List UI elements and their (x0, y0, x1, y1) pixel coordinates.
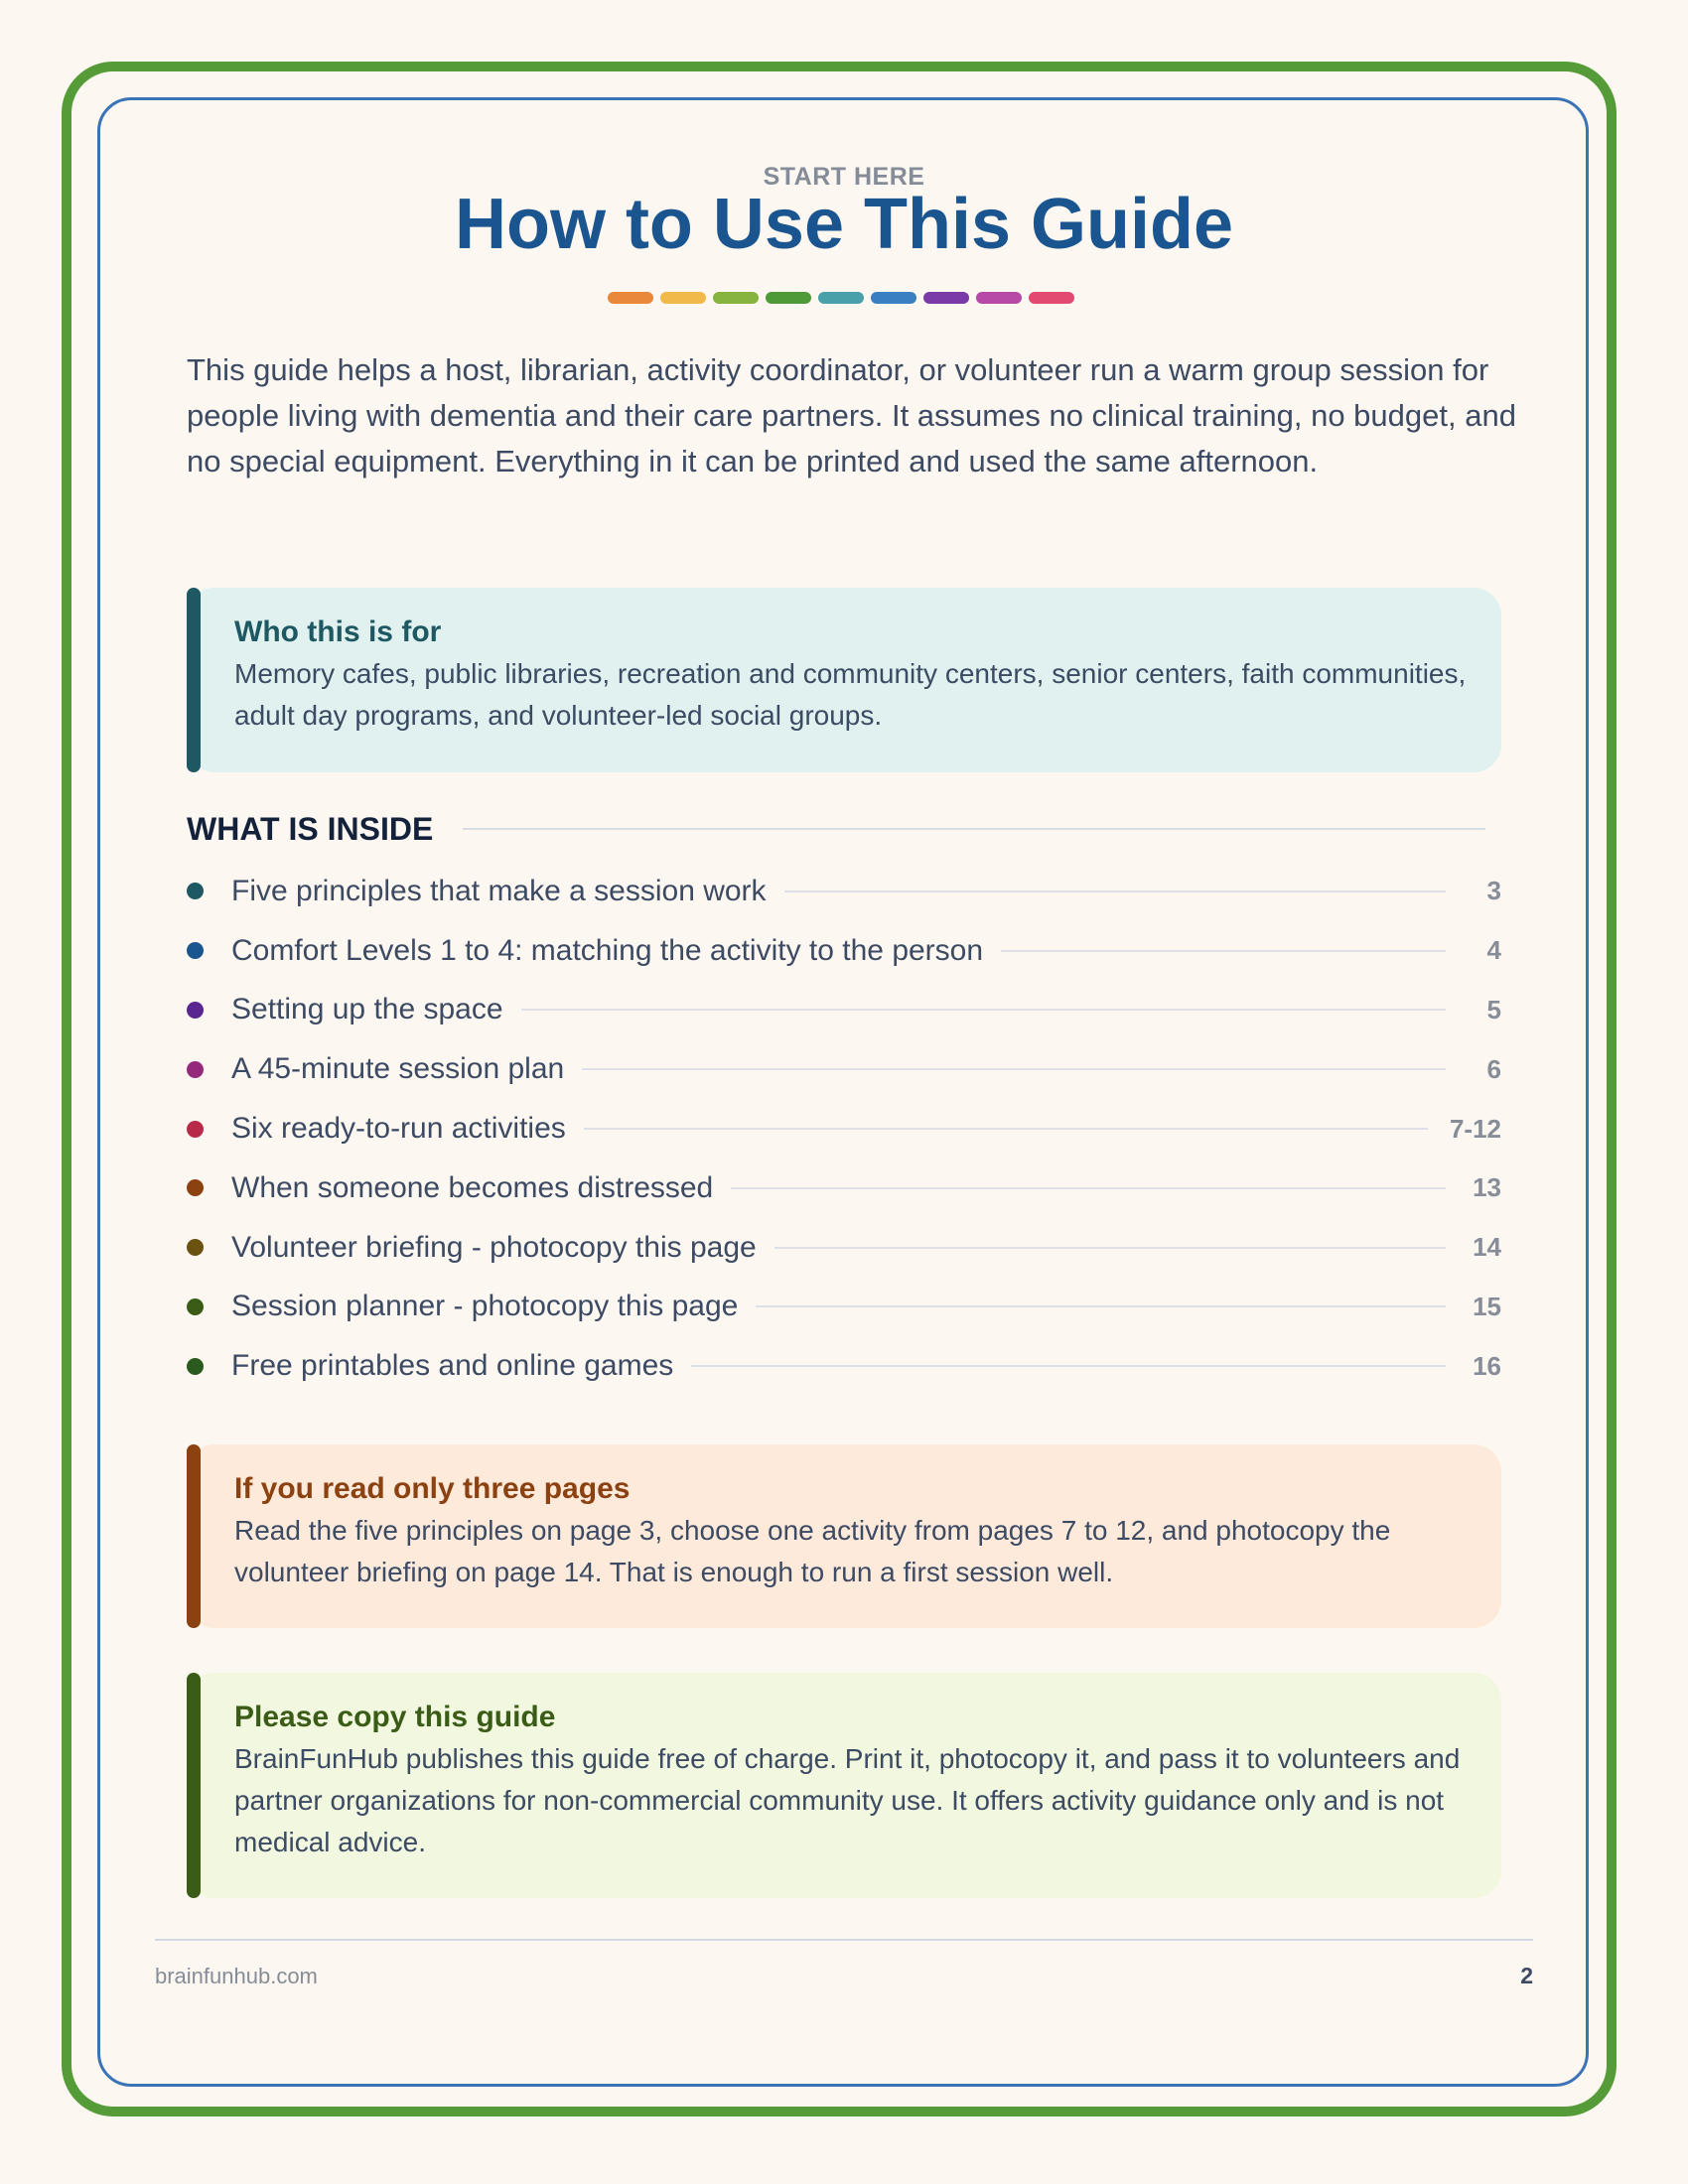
toc-page-number: 3 (1486, 876, 1501, 906)
intro-paragraph: This guide helps a host, librarian, activity coordinator, or volunteer run a warm group session for people living with dementia and their care partners. It assumes no clinical training, no budget, and no special equipment. Everything in it can be printed and used the same afternoon. (187, 352, 1516, 478)
toc-page-number: 7-12 (1449, 1113, 1501, 1144)
callout-accent-bar (187, 588, 201, 772)
toc-item-label: Volunteer briefing - photocopy this page (231, 1230, 757, 1264)
toc-item-label: Free printables and online games (231, 1349, 674, 1383)
color-dash (871, 292, 916, 304)
toc-item-label: When someone becomes distressed (231, 1170, 714, 1204)
toc-page-number: 5 (1486, 994, 1501, 1024)
color-dash-row (608, 292, 1081, 304)
bullet-dot-icon (187, 883, 204, 899)
toc-row (187, 981, 1501, 1040)
toc-leader-line (731, 1187, 1446, 1189)
toc-item-label: Six ready-to-run activities (231, 1112, 566, 1146)
three-pages-body: Read the five principles on page 3, choose one activity from pages 7 to 12, and photocopy the volunteer briefing on page 14. That is enough to run a first session well. (234, 1515, 1391, 1587)
toc-leader-line (756, 1305, 1446, 1307)
footer-site: brainfunhub.com (155, 1964, 318, 1988)
toc-item-label: Session planner - photocopy this page (231, 1290, 739, 1323)
bullet-dot-icon (187, 1358, 204, 1375)
bullet-dot-icon (187, 1002, 204, 1019)
toc-item-label: A 45-minute session plan (231, 1052, 565, 1086)
toc-page-number: 4 (1486, 935, 1501, 966)
toc-row (187, 921, 1501, 981)
bullet-dot-icon (187, 1061, 204, 1078)
three-pages-callout (187, 1444, 1501, 1628)
copy-guide-title: Please copy this guide (234, 1701, 556, 1733)
who-callout (187, 588, 1501, 772)
toc-row (187, 1218, 1501, 1278)
toc-leader-line (582, 1068, 1446, 1070)
callout-accent-bar (187, 1673, 201, 1898)
three-pages-title: If you read only three pages (234, 1472, 631, 1505)
color-dash (923, 292, 969, 304)
toc-leader-line (521, 1009, 1446, 1011)
toc-row (187, 862, 1501, 921)
color-dash (818, 292, 864, 304)
copy-guide-body: BrainFunHub publishes this guide free of charge. Print it, photocopy it, and pass it to volunteers and partner organizations for non-commercial community use. It offers activity guidance only and is not medical advice. (234, 1743, 1461, 1857)
toc-row (187, 1099, 1501, 1159)
toc-item-label: Setting up the space (231, 993, 503, 1026)
bullet-dot-icon (187, 1298, 204, 1315)
who-body: Memory cafes, public libraries, recreation and community centers, senior centers, faith communities, adult day programs, and volunteer-led social groups. (234, 658, 1467, 731)
color-dash (713, 292, 759, 304)
toc-row (187, 1159, 1501, 1218)
toc-leader-line (774, 1247, 1446, 1249)
toc-row (187, 1336, 1501, 1396)
toc-row (187, 1039, 1501, 1099)
kicker: START HERE (763, 163, 925, 191)
page-number: 2 (1520, 1963, 1533, 1988)
color-dash (766, 292, 811, 304)
color-dash (660, 292, 706, 304)
toc-leader-line (1001, 950, 1446, 952)
toc-item-label: Five principles that make a session work (231, 874, 767, 907)
inside-heading-row (187, 809, 1485, 849)
page-title: How to Use This Guide (454, 185, 1234, 264)
toc-page-number: 13 (1473, 1172, 1501, 1203)
inside-heading: WHAT IS INSIDE (187, 810, 434, 847)
toc-leader-line (584, 1128, 1428, 1130)
toc-row (187, 1278, 1501, 1337)
toc-item-label: Comfort Levels 1 to 4: matching the activity to the person (231, 933, 984, 967)
color-dash (976, 292, 1022, 304)
toc-page-number: 14 (1473, 1232, 1501, 1263)
footer-rule (155, 1939, 1533, 1941)
bullet-dot-icon (187, 1239, 204, 1256)
copy-guide-callout (187, 1673, 1501, 1898)
toc-page-number: 6 (1486, 1053, 1501, 1084)
who-title: Who this is for (234, 615, 442, 648)
callout-accent-bar (187, 1444, 201, 1628)
color-dash (1029, 292, 1074, 304)
toc-leader-line (784, 890, 1446, 892)
toc-leader-line (691, 1365, 1446, 1367)
table-of-contents (187, 862, 1501, 1396)
bullet-dot-icon (187, 1121, 204, 1138)
color-dash (608, 292, 653, 304)
heading-rule (463, 828, 1485, 830)
toc-page-number: 16 (1473, 1350, 1501, 1381)
bullet-dot-icon (187, 1179, 204, 1196)
bullet-dot-icon (187, 942, 204, 959)
toc-page-number: 15 (1473, 1291, 1501, 1321)
